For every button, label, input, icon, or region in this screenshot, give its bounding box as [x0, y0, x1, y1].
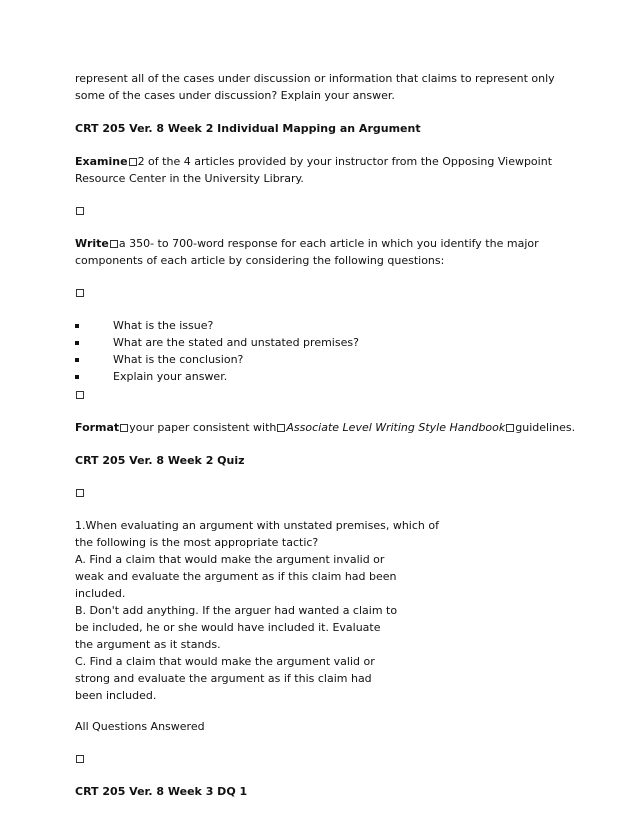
placeholder-box-icon [76, 207, 84, 215]
handbook-title: Associate Level Writing Style Handbook [286, 421, 506, 434]
list-item: What is the issue? [75, 317, 575, 334]
section-heading-quiz: CRT 205 Ver. 8 Week 2 Quiz [75, 454, 245, 467]
placeholder-box-icon [506, 424, 514, 432]
format-text-1: your paper consistent with [129, 421, 277, 434]
placeholder-box-icon [120, 424, 128, 432]
placeholder-box-icon [76, 391, 84, 399]
quiz-line: B. Don't add anything. If the arguer had wanted a claim to [75, 604, 398, 617]
quiz-line: been included. [75, 689, 157, 702]
empty-box-line [75, 483, 575, 503]
section-heading-week3: CRT 205 Ver. 8 Week 3 DQ 1 [75, 785, 248, 798]
write-paragraph-line-2: components of each article by considering the following questions: [75, 254, 445, 267]
examine-label: Examine [75, 155, 128, 168]
empty-box-line [75, 283, 575, 303]
placeholder-box-icon [129, 158, 137, 166]
document-page [75, 70, 575, 800]
list-item: What is the conclusion? [75, 351, 575, 368]
write-paragraph-line-1 [75, 235, 575, 252]
empty-box-line [75, 749, 575, 769]
format-text-2: guidelines. [515, 421, 576, 434]
placeholder-box-icon [110, 240, 118, 248]
quiz-question [75, 517, 575, 704]
section-heading-mapping: CRT 205 Ver. 8 Week 2 Individual Mapping an Argument [75, 122, 421, 135]
quiz-line: C. Find a claim that would make the argument valid or [75, 655, 375, 668]
quiz-line: be included, he or she would have included it. Evaluate [75, 621, 381, 634]
quiz-line: included. [75, 587, 126, 600]
answered-status: All Questions Answered [75, 720, 205, 733]
list-item: What are the stated and unstated premises? [75, 334, 575, 351]
list-item: Explain your answer. [75, 368, 575, 385]
examine-text: 2 of the 4 articles provided by your instructor from the Opposing Viewpoint [137, 155, 553, 168]
quiz-line: 1.When evaluating an argument with unstated premises, which of [75, 519, 439, 532]
placeholder-box-icon [76, 489, 84, 497]
intro-line-1: represent all of the cases under discussion or information that claims to represent only [75, 72, 555, 85]
empty-box-line [75, 201, 575, 221]
quiz-line: weak and evaluate the argument as if this claim had been [75, 570, 397, 583]
intro-line-2: some of the cases under discussion? Explain your answer. [75, 89, 395, 102]
format-label: Format [75, 421, 120, 434]
quiz-line: strong and evaluate the argument as if this claim had [75, 672, 372, 685]
question-bullet-list [75, 317, 575, 385]
examine-paragraph-line-1 [75, 153, 575, 170]
quiz-line: the argument as it stands. [75, 638, 221, 651]
write-label: Write [75, 237, 109, 250]
quiz-line: the following is the most appropriate tactic? [75, 536, 319, 549]
quiz-line: A. Find a claim that would make the argument invalid or [75, 553, 385, 566]
write-text: a 350- to 700-word response for each article in which you identify the major [118, 237, 539, 250]
empty-box-line [75, 385, 575, 405]
placeholder-box-icon [76, 755, 84, 763]
examine-paragraph-line-2: Resource Center in the University Library. [75, 172, 304, 185]
placeholder-box-icon [76, 289, 84, 297]
placeholder-box-icon [277, 424, 285, 432]
format-paragraph [75, 419, 575, 436]
